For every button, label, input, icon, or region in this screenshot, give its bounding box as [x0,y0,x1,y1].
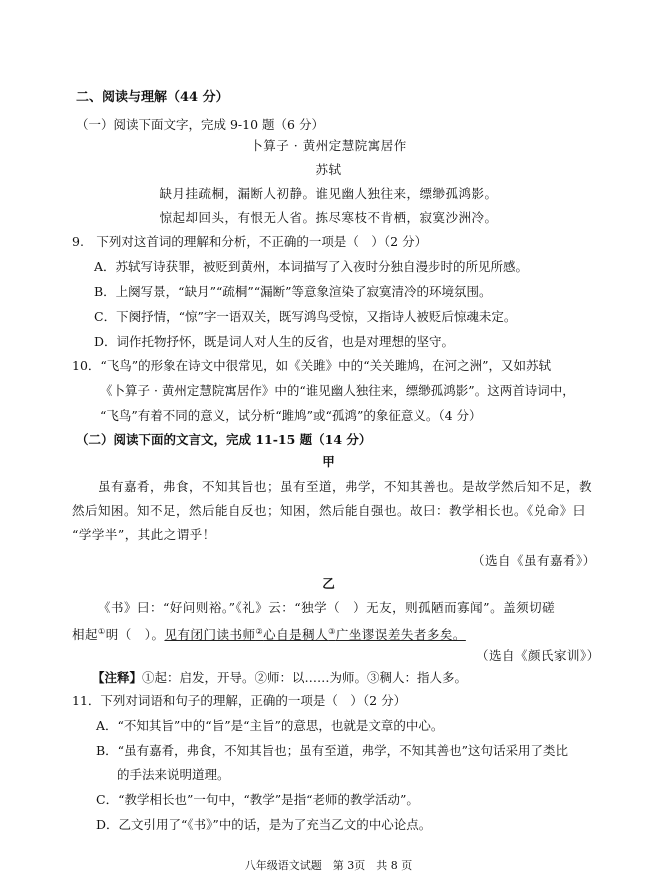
q10-line-3: “飞鸟”有着不同的意义，试分析“雎鸠”或“孤鸿”的象征意义。（4 分） [100,408,482,423]
passage-yi-label: 乙 [322,576,335,591]
part1-instruction: （一）阅读下面文字，完成 9-10 题（6 分） [76,117,324,132]
q11-option-c: C．“教学相长也”一句中，“教学”是指“老师的教学活动”。 [96,792,419,807]
passage-yi-line-2 [72,624,466,643]
page-footer: 八年级语文试题 第 3页 共 8 页 [244,859,413,872]
poem-author: 苏轼 [315,162,342,177]
q9-option-d: D．词作托物抒怀，既是词人对人生的反省，也是对理想的坚守。 [94,334,455,349]
q9-option-a: A．苏轼写诗获罪，被贬到黄州，本词描写了入夜时分独自漫步时的所见所感。 [94,259,529,274]
q11-option-d: D．乙文引用了“《书》”中的话，是为了充当乙文的中心论点。 [96,817,432,832]
q11-option-a: A．“不知其旨”中的“旨”是“主旨”的意思，也就是文章的中心。 [96,718,444,733]
section-heading: 二、阅读与理解（44 分） [76,90,229,105]
annotation-label: 【注释】 [92,670,143,685]
yi-text-b: 明（ ）。 [105,627,165,643]
passage-yi-source: （选自《颜氏家训》） [476,648,600,663]
passage-jia-line-3: “学学半”，其此之谓乎！ [72,527,216,542]
q11-stem: 11．下列对词语和句子的理解，正确的一项是（ ）（2 分） [72,693,407,708]
underlined-sentence [164,627,465,642]
q9-option-b: B．上阕写景，“缺月”“疏桐”“漏断”等意象渲染了寂寞清冷的环境氛围。 [94,284,492,299]
q9-stem: 9. 下列对这首词的理解和分析，不正确的一项是（ ）（2 分） [72,234,428,249]
poem-title: 卜算子 · 黄州定慧院寓居作 [250,138,407,153]
passage-jia-line-1: 虽有嘉肴，弗食，不知其旨也；虽有至道，弗学，不知其善也。是故学然后知不足，教 [98,479,593,494]
q10-line-1: 10．“飞鸟”的形象在诗文中很常见，如《关雎》中的“关关雎鸠，在河之洲”，又如苏轼 [72,358,551,373]
underlined-part-c: 广坐谬误差失者多矣。 [335,627,466,643]
underlined-part-b: 心自是稠人 [263,627,329,643]
passage-jia-label: 甲 [322,454,335,469]
part2-instruction: （二）阅读下面的文言文，完成 11-15 题（14 分） [76,432,372,447]
poem-line-2: 惊起却回头，有恨无人省。拣尽寒枝不肯栖，寂寞沙洲冷。 [159,210,498,225]
passage-jia-source: （选自《虽有嘉肴》） [472,553,596,568]
poem-line-1: 缺月挂疏桐，漏断人初静。谁见幽人独往来，缥缈孤鸿影。 [159,186,498,201]
passage-jia-line-2: 然后知困。知不足，然后能自反也；知困，然后能自强也。故曰：教学相长也。《兑命》曰 [72,503,586,518]
yi-text-a: 相起 [72,627,99,643]
passage-yi-line-1: 《书》曰：“好问则裕。”《礼》云：“独学（ ）无友，则孤陋而寡闻”。盖须切磋 [98,600,556,615]
footnote-marker-1: ① [98,627,106,636]
footnote-marker-2: ② [255,627,264,636]
annotation-text: ①起：启发，开导。②师：以……为师。③稠人：指人多。 [142,670,468,685]
q10-line-2: 《卜算子 · 黄州定慧院寓居作》中的“谁见幽人独往来，缥缈孤鸿影”。这两首诗词中， [100,383,575,398]
underlined-part-a: 见有闭门读书师 [164,627,256,643]
annotation [92,670,467,686]
footnote-marker-3: ③ [328,627,336,636]
q9-option-c: C．下阕抒情，“惊”字一语双关，既写鸿鸟受惊，又指诗人被贬后惊魂未定。 [94,309,517,324]
q11-option-b-line-2: 的手法来说明道理。 [117,767,230,782]
q11-option-b-line-1: B．“虽有嘉肴，弗食，不知其旨也；虽有至道，弗学，不知其善也”这句话采用了类比 [96,743,568,758]
